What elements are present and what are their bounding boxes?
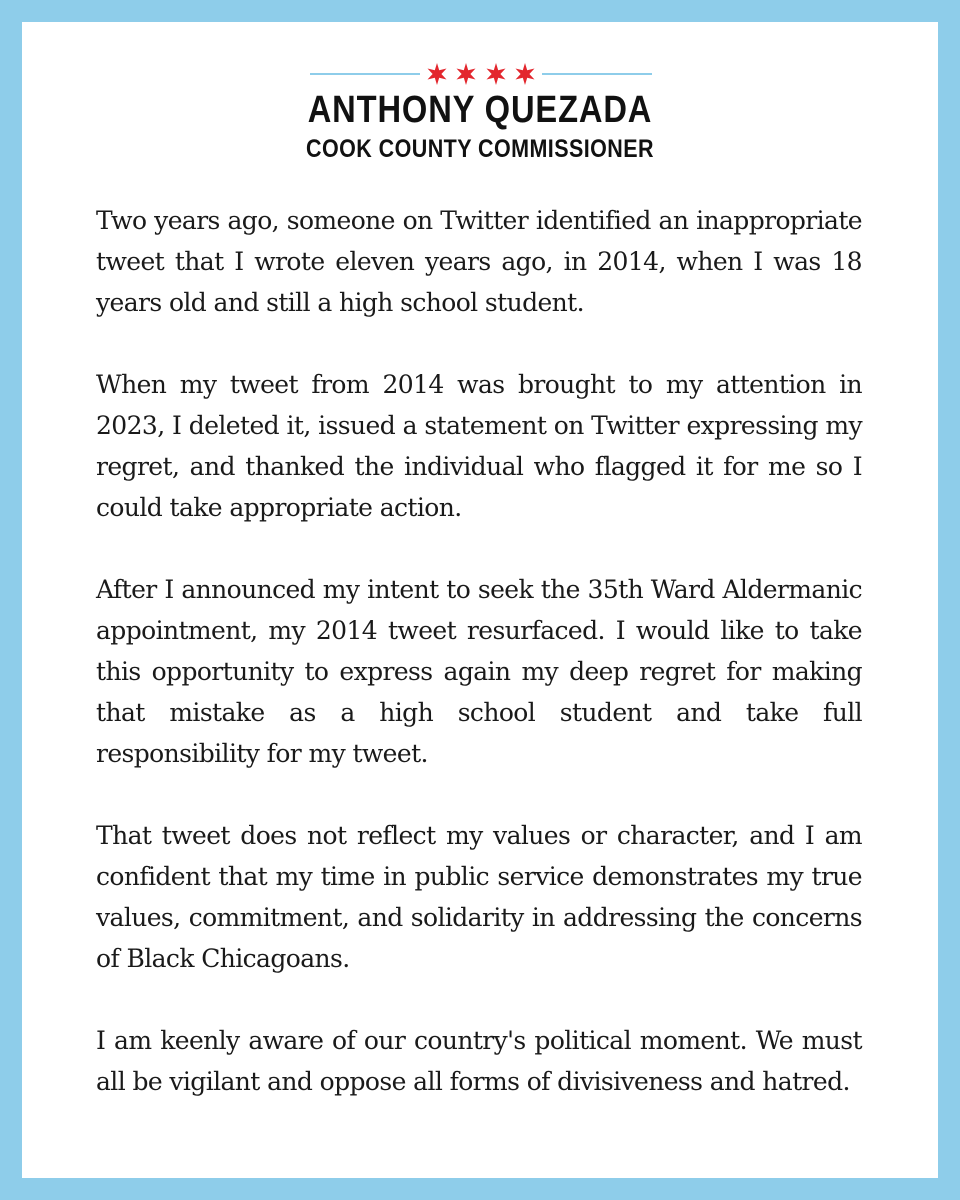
letterhead — [22, 62, 938, 182]
commissioner-name: ANTHONY QUEZADA — [307, 89, 653, 131]
statement-paragraph-4: That tweet does not reflect my values or character, and I am confident that my time in public service demonstrates my true values, commitment, and solidarity in addressing the concerns of Black Chicagoans. — [96, 821, 862, 973]
red-star-icon — [425, 62, 449, 86]
letterhead-rule-left — [310, 73, 420, 75]
statement-paragraph-2: When my tweet from 2014 was brought to my attention in 2023, I deleted it, issued a statement on Twitter expressing my regret, and thanked the individual who flagged it for me so I could take appropriate action. — [96, 370, 862, 522]
commissioner-office: COOK COUNTY COMMISSIONER — [306, 135, 654, 163]
statement-paragraph-5: I am keenly aware of our country's political moment. We must all be vigilant and oppose all forms of divisiveness and hatred. — [96, 1026, 862, 1096]
chicago-stars — [425, 62, 537, 86]
statement-paragraph-3: After I announced my intent to seek the 35th Ward Aldermanic appointment, my 2014 tweet resurfaced. I would like to take this opportunity to express again my deep regret for making that mistake as a high school student and take full responsibility for my tweet. — [96, 575, 862, 768]
red-star-icon — [513, 62, 537, 86]
statement-body — [96, 200, 862, 1102]
red-star-icon — [454, 62, 478, 86]
letterhead-rule-right — [542, 73, 652, 75]
statement-paragraph-1: Two years ago, someone on Twitter identified an inappropriate tweet that I wrote eleven years ago, in 2014, when I was 18 years old and still a high school student. — [96, 206, 862, 317]
red-star-icon — [484, 62, 508, 86]
statement-card — [22, 22, 938, 1178]
